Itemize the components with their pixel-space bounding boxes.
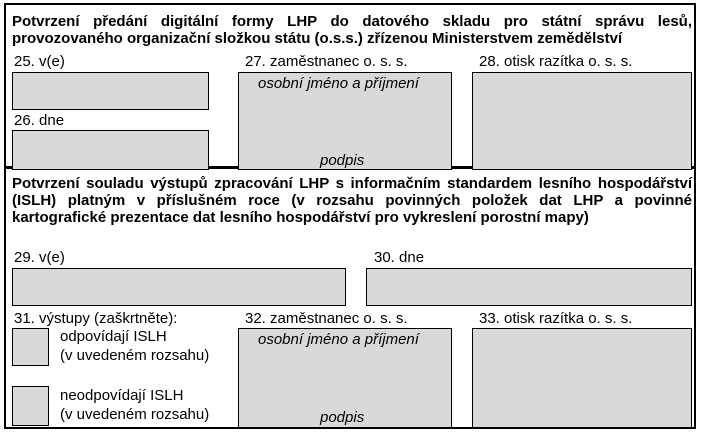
field27-sign-hint: podpis	[320, 152, 365, 169]
field32-sign-hint: podpis	[320, 409, 365, 426]
field27-name-hint: osobní jméno a příjmení	[258, 75, 419, 92]
field25-input[interactable]	[12, 72, 209, 110]
field30-label: 30. dne	[374, 249, 425, 266]
field27-label: 27. zaměstnanec o. s. s.	[245, 53, 408, 70]
option-not-conforms-label	[60, 386, 209, 424]
field33-stamp-box[interactable]	[472, 328, 692, 428]
field25-label: 25. v(e)	[14, 53, 65, 70]
checkbox-conforms[interactable]	[12, 328, 49, 366]
option-conforms-line2: (v uvedeném rozsahu)	[60, 347, 210, 364]
field26-input[interactable]	[12, 130, 209, 170]
field28-stamp-box[interactable]	[472, 72, 692, 170]
field29-label: 29. v(e)	[14, 249, 65, 266]
option-conforms-line1: odpovídají ISLH	[60, 328, 167, 345]
field33-label: 33. otisk razítka o. s. s.	[479, 310, 633, 327]
field30-input[interactable]	[366, 268, 692, 306]
field29-input[interactable]	[12, 268, 346, 306]
option-conforms-label	[60, 327, 209, 365]
field31-label: 31. výstupy (zaškrtněte):	[14, 310, 178, 327]
section1-heading: Potvrzení předání digitální formy LHP do datového skladu pro státní správu lesů, provozovaného organizační složkou státu (o.s.s.) zřízenou Ministerstvem zemědělství	[12, 13, 692, 47]
field26-label: 26. dne	[14, 112, 65, 129]
section2-heading: Potvrzení souladu výstupů zpracování LHP s informačním standardem lesního hospodářství (ISLH) platným v příslušném roce (v rozsahu povinných položek dat LHP a povinné kartografické prezentace dat lesního hospodářství pro vykreslení porostní mapy)	[12, 175, 692, 226]
field32-label: 32. zaměstnanec o. s. s.	[245, 310, 408, 327]
option-not-conforms-line1: neodpovídají ISLH	[60, 387, 184, 404]
field28-label: 28. otisk razítka o. s. s.	[479, 53, 633, 70]
checkbox-not-conforms[interactable]	[12, 386, 49, 426]
option-not-conforms-line2: (v uvedeném rozsahu)	[60, 406, 210, 423]
field32-name-hint: osobní jméno a příjmení	[258, 331, 419, 348]
